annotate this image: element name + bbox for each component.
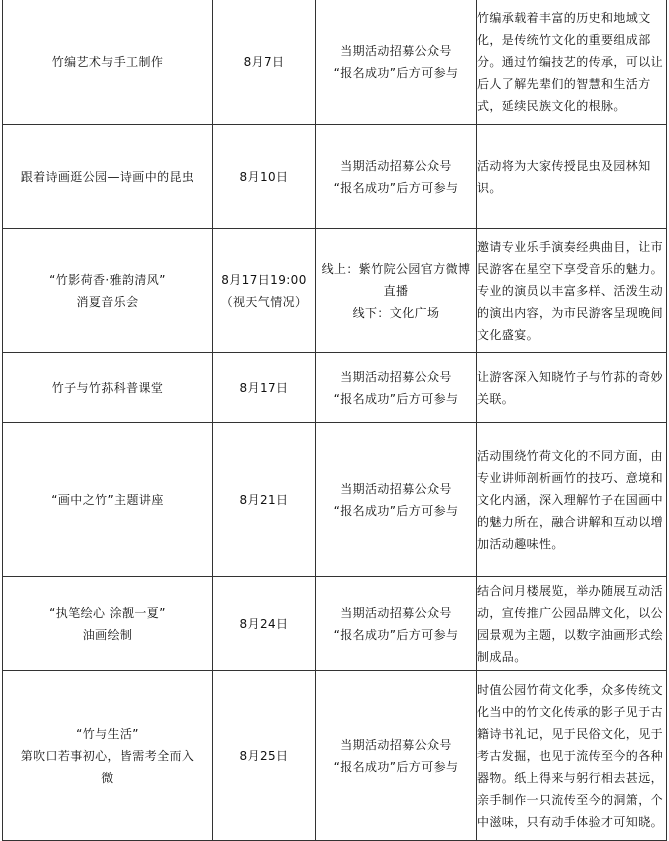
event-name-line: 微 (101, 770, 114, 785)
event-name-cell (3, 671, 213, 841)
event-table (2, 0, 667, 841)
event-date-cell (213, 423, 316, 577)
event-date-line: 8月7日 (243, 54, 285, 69)
event-description: 活动围绕竹荷文化的不同方面，由专业讲师剖析画竹的技巧、意境和文化内涵，深入理解竹子在国画中的魅力所在，融合讲解和互动以增加活动趣味性。 (477, 423, 667, 577)
participation-line: “报名成功”后方可参与 (333, 65, 459, 80)
event-name-cell (3, 353, 213, 423)
event-description: 竹编承载着丰富的历史和地域文化，是传统竹文化的重要组成部分。通过竹编技艺的传承，可以让后人了解先辈们的智慧和生活方式，延续民族文化的根脉。 (477, 0, 667, 125)
participation-cell (316, 0, 477, 125)
participation-cell (316, 125, 477, 229)
event-name-line: “执笔绘心 涂靓一夏” (49, 605, 166, 620)
participation-cell (316, 353, 477, 423)
participation-line: “报名成功”后方可参与 (333, 180, 459, 195)
event-description: 活动将为大家传授昆虫及园林知识。 (477, 125, 667, 229)
event-name-line: 跟着诗画逛公园—诗画中的昆虫 (20, 169, 195, 184)
event-name-line: 油画绘制 (82, 627, 133, 642)
event-date-line: 8月24日 (239, 616, 289, 631)
participation-line: “报名成功”后方可参与 (333, 503, 459, 518)
event-name-cell (3, 229, 213, 353)
event-date-cell (213, 577, 316, 671)
event-date-line: 8月25日 (239, 748, 289, 763)
event-name-cell (3, 577, 213, 671)
event-date-line: 8月17日 (239, 380, 289, 395)
event-name-line: 竹子与竹荪科普课堂 (51, 380, 164, 395)
participation-offline: 线下：文化广场 (352, 305, 440, 320)
table-row (3, 577, 667, 671)
event-date-line: 8月10日 (239, 169, 289, 184)
event-name-cell (3, 423, 213, 577)
participation-line: “报名成功”后方可参与 (333, 759, 459, 774)
participation-line: “报名成功”后方可参与 (333, 627, 459, 642)
table-row (3, 423, 667, 577)
participation-line: 当期活动招募公众号 (340, 737, 452, 752)
table-row (3, 353, 667, 423)
event-name-line: “画中之竹”主题讲座 (51, 492, 164, 507)
event-date-cell (213, 125, 316, 229)
event-date-line: 8月17日19:00 (221, 272, 307, 287)
participation-line: “报名成功”后方可参与 (333, 391, 459, 406)
participation-online: 线上：紫竹院公园官方微博直播 (321, 261, 471, 298)
participation-cell (316, 423, 477, 577)
participation-line: 当期活动招募公众号 (340, 158, 452, 173)
table-row (3, 671, 667, 841)
event-description: 邀请专业乐手演奏经典曲目，让市民游客在星空下享受音乐的魅力。专业的演员以丰富多样、活泼生动的演出内容，为市民游客呈现晚间文化盛宴。 (477, 229, 667, 353)
participation-cell (316, 229, 477, 353)
participation-line: 当期活动招募公众号 (340, 605, 452, 620)
event-date-cell (213, 353, 316, 423)
event-date-line: 8月21日 (239, 492, 289, 507)
event-description: 时值公园竹荷文化季，众多传统文化当中的竹文化传承的影子见于古籍诗书礼记，见于民俗文化，见于考古发掘，也见于流传至今的各种器物。纸上得来与躬行相去甚远，亲手制作一只流传至今的洞箫，个中滋味，只有动手体验才可知晓。 (477, 671, 667, 841)
event-name-line: 竹编艺术与手工制作 (51, 54, 164, 69)
participation-line: 当期活动招募公众号 (340, 369, 452, 384)
event-date-cell (213, 229, 316, 353)
event-name-line: “竹影荷香·雅韵清风” (49, 272, 166, 287)
participation-line: 当期活动招募公众号 (340, 481, 452, 496)
event-date-cell (213, 671, 316, 841)
event-name-line: “竹与生活” (76, 726, 139, 741)
event-date-line: （视天气情况） (220, 294, 308, 309)
participation-line: 当期活动招募公众号 (340, 43, 452, 58)
event-description: 让游客深入知晓竹子与竹荪的奇妙关联。 (477, 353, 667, 423)
event-description: 结合问月楼展览，举办随展互动活动，宣传推广公园品牌文化，以公园景观为主题，以数字油画形式绘制成品。 (477, 577, 667, 671)
event-name-cell (3, 0, 213, 125)
event-name-line: 第吹口若事初心，皆需考全而入 (20, 748, 195, 763)
event-name-cell (3, 125, 213, 229)
table-row (3, 0, 667, 125)
table-row (3, 125, 667, 229)
table-row (3, 229, 667, 353)
event-name-line: 消夏音乐会 (76, 294, 139, 309)
event-date-cell (213, 0, 316, 125)
participation-cell (316, 671, 477, 841)
participation-cell (316, 577, 477, 671)
